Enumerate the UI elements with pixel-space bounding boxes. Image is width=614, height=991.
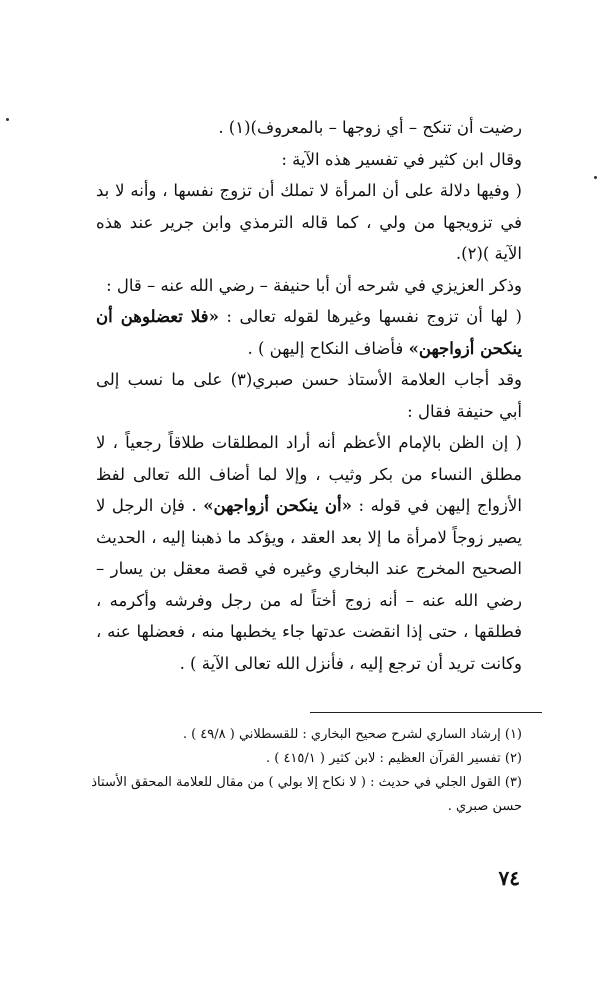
paragraph-6: وقد أجاب العلامة الأستاذ حسن صبري(٣) على ما نسب إلى أبي حنيفة فقال :	[96, 370, 522, 421]
edge-mark-left	[6, 118, 9, 121]
footnote-1: (١) إرشاد الساري لشرح صحيح البخاري : للقسطلاني ( ٤٩/٨ ) .	[182, 727, 522, 742]
paragraph-1: رضيت أن تنكح – أي زوجها – بالمعروف)(١) .	[218, 118, 522, 137]
paragraph-7	[96, 427, 522, 679]
paragraph-5	[96, 301, 522, 364]
quran-quote-1: «فلا تعضلوهن أن ينكحن أزواجهن»	[96, 307, 522, 358]
paragraph-5-end: فأضاف النكاح إليهن ) .	[247, 338, 409, 358]
paragraph-3: ( وفيها دلالة على أن المرأة لا تملك أن تزوج نفسها ، وأنه لا بد في تزويجها من ولي ، كما قاله الترمذي وابن جرير عند هذه الآية )(٢).	[96, 181, 522, 263]
paragraph-7-start: ( إن الظن بالإمام الأعظم أنه أراد المطلقات طلاقاً رجعياً ، لا مطلق النساء من بكر وثيب ، وإلا لما أضاف الله تعالى لفظ الأزواج إليهن في قوله :	[96, 433, 522, 515]
footnote-divider	[310, 712, 542, 713]
main-text	[96, 112, 522, 679]
quran-quote-2: «أن ينكحن أزواجهن»	[203, 496, 352, 515]
footnote-3: (٣) القول الجلي في حديث : ( لا نكاح إلا بولي ) من مقال للعلامة المحقق الأستاذ حسن صبري .	[91, 775, 522, 814]
paragraph-2: وقال ابن كثير في تفسير هذه الآية :	[281, 149, 522, 169]
page-number: ٧٤	[498, 866, 520, 890]
paragraph-5-start: ( لها أن تزوج نفسها وغيرها لقوله تعالى :	[218, 307, 522, 326]
footnotes	[86, 723, 522, 819]
paragraph-4: وذكر العزيزي في شرحه أن أبا حنيفة – رضي الله عنه – قال :	[106, 275, 522, 295]
edge-mark-right	[594, 176, 597, 179]
paragraph-7-end: . فإن الرجل لا يصير زوجاً لامرأة ما إلا بعد العقد ، ويؤكد ما ذهبنا إليه ، الحديث الصحيح المخرج عند البخاري وغيره في قصة معقل بن يسار – رضي الله عنه – أنه زوج أختاً له من رجل وفرشه وأكرمه ، فطلقها ، حتى إذا انقضت عدتها جاء يخطبها منه ، فعضلها عنه ، وكانت تريد أن ترجع إليه ، فأنزل الله تعالى الآية ) .	[96, 496, 522, 673]
footnote-2: (٢) تفسير القرآن العظيم : لابن كثير ( ٤١٥/١ ) .	[265, 751, 522, 766]
